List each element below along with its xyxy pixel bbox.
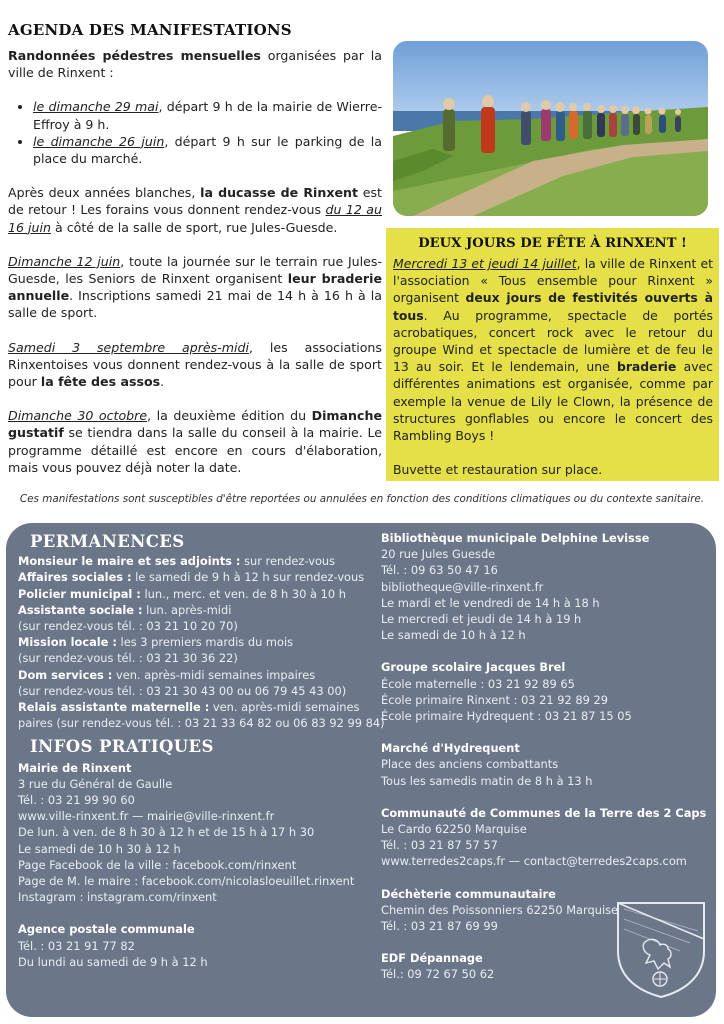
rando-text: , départ 9 h de la mairie de Wierre-Effroy à 9 h.: [33, 99, 382, 132]
hikers-photo-illustration: [393, 41, 708, 216]
info-line: Tél. : 09 63 50 47 16: [381, 563, 498, 578]
ducasse-bold: la ducasse de Rinxent: [200, 185, 358, 201]
permanence-text: le samedi de 9 h à 12 h sur rendez-vous: [131, 570, 365, 585]
assos-bold: la fête des assos: [40, 374, 161, 390]
list-item: [33, 133, 382, 167]
coat-of-arms-icon: [614, 899, 708, 999]
mairie-line: 3 rue du Général de Gaulle: [18, 776, 173, 791]
info-line: www.terredes2caps.fr — contact@terredes2caps.com: [381, 854, 687, 869]
fete-body: [393, 255, 713, 495]
mairie-title: [18, 760, 373, 776]
spacer: [381, 724, 711, 740]
ecoles-title-text: Groupe scolaire Jacques Brel: [381, 660, 566, 675]
permanence-sub: paires (sur rendez-vous tél. : 03 21 33 64 82 ou 06 83 92 99 84): [18, 716, 385, 731]
info-line: Tél.: 09 72 67 50 62: [381, 967, 495, 982]
assos-paragraph: [8, 339, 382, 391]
info-line: Le Cardo 62250 Marquise: [381, 822, 527, 837]
assos-date: Samedi 3 septembre après-midi: [8, 339, 250, 355]
poste-line: Tél. : 03 21 91 77 82: [18, 938, 135, 953]
info-line: Le mardi et le vendredi de 14 h à 18 h: [381, 595, 600, 610]
permanence-text: lun. après-midi: [142, 602, 232, 617]
info-line: Place des anciens combattants: [381, 757, 559, 772]
info-line: École primaire Hydrequent : 03 21 87 15 05: [381, 709, 632, 724]
coat-of-arms-drawing: [614, 899, 708, 999]
info-line: Tél. : 03 21 87 57 57: [381, 838, 498, 853]
mairie-title-text: Mairie de Rinxent: [18, 760, 132, 775]
permanence-item: [18, 569, 373, 585]
info-line: École maternelle : 03 21 92 89 65: [381, 676, 575, 691]
permanence-item: [18, 634, 373, 650]
assos-pre: , les associations Rinxentoises vous donnent rendez-vous à la salle de sport pour: [8, 339, 382, 390]
permanence-label: Mission locale :: [18, 635, 117, 650]
info-line: Chemin des Poissonniers 62250 Marquise: [381, 902, 619, 917]
hikers-photo: [393, 41, 708, 216]
mairie-line: Tél. : 03 21 99 90 60: [18, 793, 135, 808]
permanence-label: Affaires sociales :: [18, 570, 132, 585]
communaute-title: [381, 805, 711, 821]
bibliotheque-title-text: Bibliothèque municipale Delphine Levisse: [381, 531, 650, 545]
spacer: [381, 643, 711, 659]
info-line: 20 rue Jules Guesde: [381, 547, 496, 562]
bibliotheque-title: [381, 530, 711, 546]
permanence-label: Relais assistante maternelle :: [18, 700, 210, 715]
gustatif-pre: , la deuxième édition du: [147, 408, 312, 424]
permanence-label: Assistante sociale :: [18, 602, 143, 617]
permanence-sub: (sur rendez-vous tél. : 03 21 30 43 00 ou 06 79 45 43 00): [18, 683, 347, 698]
permanence-label: Dom services :: [18, 667, 113, 682]
ecoles-title: [381, 659, 711, 675]
info-line: Le mercredi et jeudi de 14 h à 19 h: [381, 612, 582, 627]
fete-text-b: . Au programme, spectacle de portés acrobatiques, concert rock avec le retour du groupe Wind et spectacle de lumière et de feu le 13 au soir. Et le lendemain, une: [393, 307, 713, 375]
gustatif-paragraph: [8, 407, 382, 476]
fete-bold-2: braderie: [616, 359, 677, 375]
braderie-pre: , toute la journée sur le terrain rue Jules-Guesde, les Seniors de Rinxent organisent: [8, 253, 383, 287]
permanence-text: les 3 premiers mardis du mois: [116, 635, 294, 650]
braderie-post: . Inscriptions samedi 21 mai de 14 h à 16 h à la salle de sport.: [8, 288, 382, 321]
ducasse-date: du 12 au 16 juin: [8, 202, 382, 235]
permanence-item: [18, 667, 373, 683]
mairie-line: www.ville-rinxent.fr — mairie@ville-rinxent.fr: [18, 809, 275, 824]
ducasse-post: à côté de la salle de sport, rue Jules-Guesde.: [51, 219, 338, 235]
permanence-item: [18, 699, 373, 715]
marche-title-text: Marché d'Hydrequent: [381, 741, 520, 756]
fete-box: [386, 228, 719, 481]
ducasse-pre: Après deux années blanches,: [8, 185, 201, 201]
braderie-date: Dimanche 12 juin: [8, 253, 121, 269]
permanences-title: PERMANENCES: [30, 532, 185, 551]
communaute-title-text: Communauté de Communes de la Terre des 2 Caps: [381, 805, 707, 820]
info-line: École primaire Rinxent : 03 21 92 89 29: [381, 692, 609, 707]
permanence-text: sur rendez-vous: [240, 554, 336, 569]
permanence-item: [18, 553, 373, 569]
spacer: [381, 870, 711, 886]
permanence-text: ven. après-midi semaines: [209, 700, 360, 715]
spacer: [18, 905, 373, 921]
left-column: [18, 532, 385, 970]
fete-paragraph: [393, 255, 713, 444]
poste-title-text: Agence postale communale: [18, 922, 195, 937]
ducasse-paragraph: [8, 184, 382, 236]
info-line: bibliotheque@ville-rinxent.fr: [381, 579, 544, 594]
mairie-line: Le samedi de 10 h 30 à 12 h: [18, 841, 181, 856]
fete-title: DEUX JOURS DE FÊTE À RINXENT !: [418, 236, 687, 251]
agenda-text: [8, 47, 382, 493]
gustatif-bold: Dimanche gustatif: [8, 408, 382, 441]
fete-buvette: Buvette et restauration sur place.: [393, 462, 603, 478]
infos-title: INFOS PRATIQUES: [30, 737, 214, 757]
poste-title: [18, 921, 373, 937]
fete-bold-1: deux jours de festivités ouverts à tous: [393, 290, 713, 323]
mairie-line: Page Facebook de la ville : facebook.com/rinxent: [18, 857, 297, 872]
edf-title-text: EDF Dépannage: [381, 951, 483, 966]
info-line: Tél. : 03 21 87 69 99: [381, 919, 498, 934]
fete-date: Mercredi 13 et jeudi 14 juillet: [393, 256, 577, 271]
spacer: [381, 789, 711, 805]
rando-title: Randonnées pédestres mensuelles: [8, 48, 261, 63]
fete-text-a: , la ville de Rinxent et l'association « Tous ensemble pour Rinxent » organisent: [393, 256, 713, 306]
permanence-item: [18, 586, 373, 602]
ducasse-mid: est de retour ! Les forains vous donnent rendez-vous: [8, 185, 382, 218]
gustatif-post: se tiendra dans la salle du conseil à la mairie. Le programme détaillé est encore en cours d'élaboration, mais vous pouvez déjà noter la date.: [8, 425, 382, 475]
mairie-line: Instagram : instagram.com/rinxent: [18, 890, 217, 905]
mairie-line: Page de M. le maire : facebook.com/nicolasloeuillet.rinxent: [18, 874, 355, 889]
poste-line: Du lundi au samedi de 9 h à 12 h: [18, 954, 208, 969]
braderie-paragraph: [8, 253, 382, 322]
permanence-label: Monsieur le maire et ses adjoints :: [18, 554, 241, 569]
rando-date: le dimanche 29 mai: [33, 99, 159, 115]
mairie-line: De lun. à ven. de 8 h 30 à 12 h et de 15 h à 17 h 30: [18, 825, 315, 840]
disclaimer: Ces manifestations sont susceptibles d'être reportées ou annulées en fonction des conditions climatiques ou du contexte sanitaire.: [19, 493, 705, 505]
permanence-label: Policier municipal :: [18, 586, 141, 601]
agenda-title: AGENDA DES MANIFESTATIONS: [8, 21, 292, 39]
decheterie-title-text: Déchèterie communautaire: [381, 886, 556, 901]
info-line: Tous les samedis matin de 8 h à 13 h: [381, 773, 593, 788]
permanence-sub: (sur rendez-vous tél. : 03 21 10 20 70): [18, 619, 238, 634]
rando-date: le dimanche 26 juin: [33, 133, 165, 149]
fete-text-c: avec différentes animations est organisée, comme par exemple la venue de Lily le Clown, la présence de structures gonflables ou encore le concert des Rambling Boys !: [393, 359, 713, 444]
list-item: [33, 98, 382, 132]
info-line: Le samedi de 10 h à 12 h: [381, 628, 526, 643]
rando-intro: organisées par la ville de Rinxent :: [8, 48, 382, 81]
permanence-text: ven. après-midi semaines impaires: [112, 667, 316, 682]
rando-paragraph: [8, 47, 382, 81]
permanence-sub: (sur rendez-vous tél. : 03 21 30 36 22): [18, 651, 238, 666]
permanence-item: [18, 602, 373, 618]
rando-text: , départ 9 h sur le parking de la place du marché.: [33, 133, 382, 167]
permanence-text: lun., merc. et ven. de 8 h 30 à 10 h: [140, 586, 346, 601]
marche-title: [381, 740, 711, 756]
assos-post: .: [160, 374, 165, 390]
rando-list: [8, 98, 382, 167]
gustatif-date: Dimanche 30 octobre: [8, 408, 148, 424]
braderie-bold: leur braderie annuelle: [8, 271, 382, 304]
